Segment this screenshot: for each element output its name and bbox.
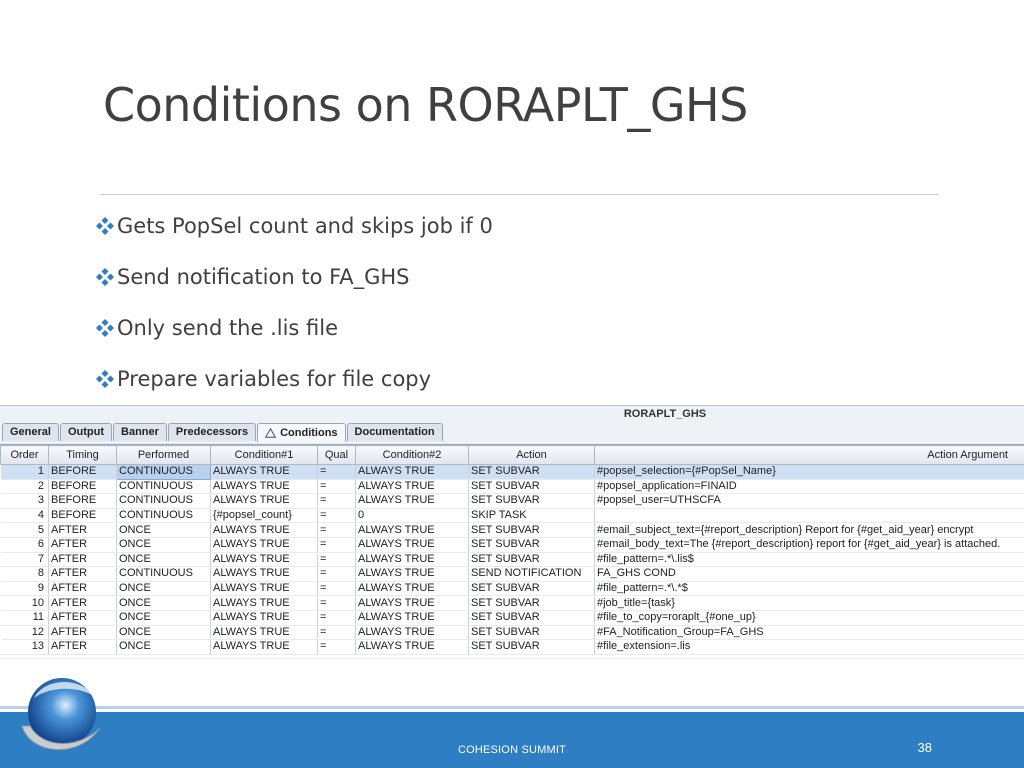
table-row[interactable] — [1, 581, 1024, 596]
table-cell[interactable]: #email_subject_text={#report_description} Report for {#get_aid_year} encrypt — [595, 523, 1024, 538]
table-cell[interactable]: ALWAYS TRUE — [356, 596, 469, 611]
table-row[interactable] — [1, 479, 1024, 494]
table-cell[interactable]: 1 — [1, 465, 49, 480]
bullet-text: Send notification to FA_GHS — [117, 265, 410, 289]
table-cell[interactable]: ALWAYS TRUE — [356, 494, 469, 509]
table-row[interactable] — [1, 552, 1024, 567]
table-cell[interactable]: AFTER — [49, 596, 117, 611]
table-cell[interactable]: #popsel_application=FINAID — [595, 479, 1024, 494]
diamond-bullet-icon — [94, 368, 116, 390]
table-cell[interactable]: ALWAYS TRUE — [211, 567, 318, 582]
diamond-bullet-icon — [94, 215, 116, 237]
table-cell[interactable]: #job_title={task} — [595, 596, 1024, 611]
table-cell[interactable]: #popsel_selection={#PopSel_Name} — [595, 465, 1024, 480]
table-cell[interactable]: ONCE — [117, 523, 211, 538]
table-cell[interactable]: 5 — [1, 523, 49, 538]
tab-bar — [2, 423, 444, 441]
table-cell[interactable]: = — [318, 537, 356, 552]
table-cell[interactable]: 4 — [1, 508, 49, 523]
table-cell[interactable]: ALWAYS TRUE — [211, 494, 318, 509]
table-cell[interactable]: BEFORE — [49, 465, 117, 480]
table-cell[interactable]: ALWAYS TRUE — [356, 465, 469, 480]
bullet-item — [94, 212, 493, 263]
column-header[interactable]: Order — [1, 446, 49, 465]
conditions-table — [0, 444, 1024, 658]
table-cell[interactable]: = — [318, 523, 356, 538]
column-header[interactable]: Action Argument — [595, 446, 1024, 465]
table-cell[interactable]: ALWAYS TRUE — [211, 465, 318, 480]
table-row[interactable] — [1, 494, 1024, 509]
table-cell[interactable] — [595, 508, 1024, 523]
table-cell[interactable]: = — [318, 596, 356, 611]
table-cell[interactable]: ALWAYS TRUE — [211, 479, 318, 494]
table-cell[interactable]: SET SUBVAR — [469, 581, 595, 596]
table-cell[interactable]: 7 — [1, 552, 49, 567]
table-row[interactable] — [1, 523, 1024, 538]
table-cell[interactable]: BEFORE — [49, 494, 117, 509]
table-cell[interactable]: AFTER — [49, 537, 117, 552]
table-cell[interactable]: CONTINUOUS — [117, 479, 211, 494]
table-cell[interactable]: ONCE — [117, 640, 211, 655]
table-cell[interactable]: #file_pattern=.*\.lis$ — [595, 552, 1024, 567]
table-cell[interactable]: = — [318, 494, 356, 509]
table-cell[interactable]: 9 — [1, 581, 49, 596]
table-cell[interactable]: ALWAYS TRUE — [211, 581, 318, 596]
table-cell[interactable]: = — [318, 581, 356, 596]
table-cell[interactable]: ALWAYS TRUE — [211, 537, 318, 552]
tab-documentation[interactable] — [347, 423, 443, 441]
job-conditions-panel — [0, 405, 1024, 659]
table-cell[interactable]: SET SUBVAR — [469, 537, 595, 552]
table-row[interactable] — [1, 625, 1024, 640]
table-row[interactable] — [1, 610, 1024, 625]
table-cell[interactable]: ONCE — [117, 581, 211, 596]
table-cell[interactable]: AFTER — [49, 523, 117, 538]
table-cell[interactable]: FA_GHS COND — [595, 567, 1024, 582]
bullet-text: Only send the .lis file — [117, 316, 339, 340]
table-cell[interactable]: ONCE — [117, 537, 211, 552]
table-cell[interactable]: ALWAYS TRUE — [356, 610, 469, 625]
table-cell[interactable]: AFTER — [49, 552, 117, 567]
table-cell[interactable]: = — [318, 567, 356, 582]
table-cell[interactable]: ALWAYS TRUE — [356, 567, 469, 582]
tab-banner[interactable] — [113, 423, 167, 441]
footer-text: COHESION SUMMIT — [457, 744, 567, 756]
table-cell[interactable]: #popsel_user=UTHSCFA — [595, 494, 1024, 509]
table-cell[interactable]: #file_pattern=.*\.*$ — [595, 581, 1024, 596]
column-header[interactable]: Action — [469, 446, 595, 465]
table-cell[interactable]: 0 — [356, 508, 469, 523]
table-cell[interactable]: ALWAYS TRUE — [211, 523, 318, 538]
window-title: RORAPLT_GHS — [623, 408, 707, 420]
table-cell[interactable]: ALWAYS TRUE — [356, 523, 469, 538]
table-cell[interactable]: = — [318, 625, 356, 640]
column-header[interactable]: Condition#1 — [211, 446, 318, 465]
tab-label: Documentation — [354, 426, 435, 438]
table-cell[interactable]: BEFORE — [49, 508, 117, 523]
bullet-text: Prepare variables for file copy — [117, 367, 432, 391]
table-cell[interactable]: AFTER — [49, 640, 117, 655]
table-cell[interactable]: 8 — [1, 567, 49, 582]
table-cell[interactable]: BEFORE — [49, 479, 117, 494]
table-cell[interactable]: ALWAYS TRUE — [356, 537, 469, 552]
table-cell[interactable]: ALWAYS TRUE — [356, 479, 469, 494]
table-cell[interactable]: #FA_Notification_Group=FA_GHS — [595, 625, 1024, 640]
slide-title: Conditions on RORAPLT_GHS — [103, 78, 748, 132]
table-cell[interactable]: {#popsel_count} — [211, 508, 318, 523]
table-cell[interactable]: ONCE — [117, 596, 211, 611]
table-header-row — [1, 446, 1024, 465]
table-cell[interactable]: SET SUBVAR — [469, 523, 595, 538]
table-cell[interactable]: 11 — [1, 610, 49, 625]
table-cell[interactable]: ALWAYS TRUE — [356, 625, 469, 640]
bullet-text: Gets PopSel count and skips job if 0 — [117, 214, 493, 238]
table-cell[interactable]: #email_body_text=The {#report_description} report for {#get_aid_year} is attached. — [595, 537, 1024, 552]
table-row[interactable] — [1, 508, 1024, 523]
tab-label: General — [10, 426, 51, 438]
bullet-list — [94, 212, 493, 416]
warning-icon — [265, 428, 276, 438]
table-cell[interactable]: ONCE — [117, 552, 211, 567]
tab-general[interactable] — [2, 423, 59, 441]
table-cell[interactable]: SET SUBVAR — [469, 494, 595, 509]
table-cell[interactable]: ALWAYS TRUE — [211, 610, 318, 625]
table-cell[interactable]: SET SUBVAR — [469, 479, 595, 494]
table-cell[interactable]: 13 — [1, 640, 49, 655]
table-cell[interactable]: ALWAYS TRUE — [356, 581, 469, 596]
column-header[interactable]: Performed — [117, 446, 211, 465]
bullet-item — [94, 263, 493, 314]
table-row[interactable] — [1, 596, 1024, 611]
table-cell[interactable]: CONTINUOUS — [117, 465, 211, 480]
table-cell[interactable]: = — [318, 610, 356, 625]
tab-label: Banner — [121, 426, 159, 438]
table-cell[interactable]: CONTINUOUS — [117, 567, 211, 582]
table-cell[interactable]: SET SUBVAR — [469, 596, 595, 611]
table-cell[interactable]: SET SUBVAR — [469, 610, 595, 625]
table-row[interactable] — [1, 465, 1024, 480]
table-cell[interactable]: CONTINUOUS — [117, 508, 211, 523]
table-cell[interactable]: 6 — [1, 537, 49, 552]
bullet-item — [94, 314, 493, 365]
table-row[interactable] — [1, 567, 1024, 582]
slide-footer — [0, 712, 1024, 768]
table-cell[interactable]: SET SUBVAR — [469, 625, 595, 640]
table-row[interactable] — [1, 640, 1024, 655]
table-cell[interactable]: SET SUBVAR — [469, 465, 595, 480]
table-cell[interactable]: ONCE — [117, 610, 211, 625]
table-cell[interactable]: ALWAYS TRUE — [356, 640, 469, 655]
column-header[interactable]: Qual — [318, 446, 356, 465]
title-divider — [100, 194, 938, 195]
tab-label: Conditions — [280, 426, 338, 439]
table-row[interactable] — [1, 537, 1024, 552]
tab-label: Predecessors — [175, 426, 249, 438]
cohesion-logo-icon — [14, 668, 106, 762]
table-cell[interactable]: ONCE — [117, 625, 211, 640]
table-cell[interactable]: CONTINUOUS — [117, 494, 211, 509]
table-cell[interactable]: = — [318, 479, 356, 494]
table-cell[interactable]: SET SUBVAR — [469, 552, 595, 567]
table-cell[interactable]: = — [318, 640, 356, 655]
table-cell[interactable]: #file_extension=.lis — [595, 640, 1024, 655]
table-cell[interactable]: AFTER — [49, 581, 117, 596]
diamond-bullet-icon — [94, 266, 116, 288]
table-cell[interactable]: AFTER — [49, 610, 117, 625]
column-header[interactable]: Condition#2 — [356, 446, 469, 465]
table-cell[interactable]: AFTER — [49, 567, 117, 582]
table-cell[interactable]: ALWAYS TRUE — [211, 552, 318, 567]
table-cell[interactable]: #file_to_copy=roraplt_{#one_up} — [595, 610, 1024, 625]
tab-conditions[interactable] — [257, 423, 345, 442]
footer-accent-line — [0, 706, 1024, 709]
table-cell[interactable]: = — [318, 508, 356, 523]
tab-label: Output — [67, 426, 105, 438]
column-header[interactable]: Timing — [49, 446, 117, 465]
table-cell[interactable]: SET SUBVAR — [469, 640, 595, 655]
tab-output[interactable] — [60, 423, 112, 441]
table-cell[interactable]: 3 — [1, 494, 49, 509]
table-cell[interactable]: ALWAYS TRUE — [356, 552, 469, 567]
table-cell[interactable]: SKIP TASK — [469, 508, 595, 523]
table-cell[interactable]: 2 — [1, 479, 49, 494]
table-cell[interactable]: AFTER — [49, 625, 117, 640]
table-cell[interactable]: SEND NOTIFICATION — [469, 567, 595, 582]
table-cell[interactable]: = — [318, 552, 356, 567]
table-cell[interactable]: ALWAYS TRUE — [211, 625, 318, 640]
table-cell[interactable]: = — [318, 465, 356, 480]
diamond-bullet-icon — [94, 317, 116, 339]
tab-predecessors[interactable] — [168, 423, 256, 441]
table-cell[interactable]: ALWAYS TRUE — [211, 640, 318, 655]
table-cell[interactable]: ALWAYS TRUE — [211, 596, 318, 611]
table-cell[interactable]: 12 — [1, 625, 49, 640]
page-number: 38 — [917, 740, 932, 755]
table-cell[interactable]: 10 — [1, 596, 49, 611]
